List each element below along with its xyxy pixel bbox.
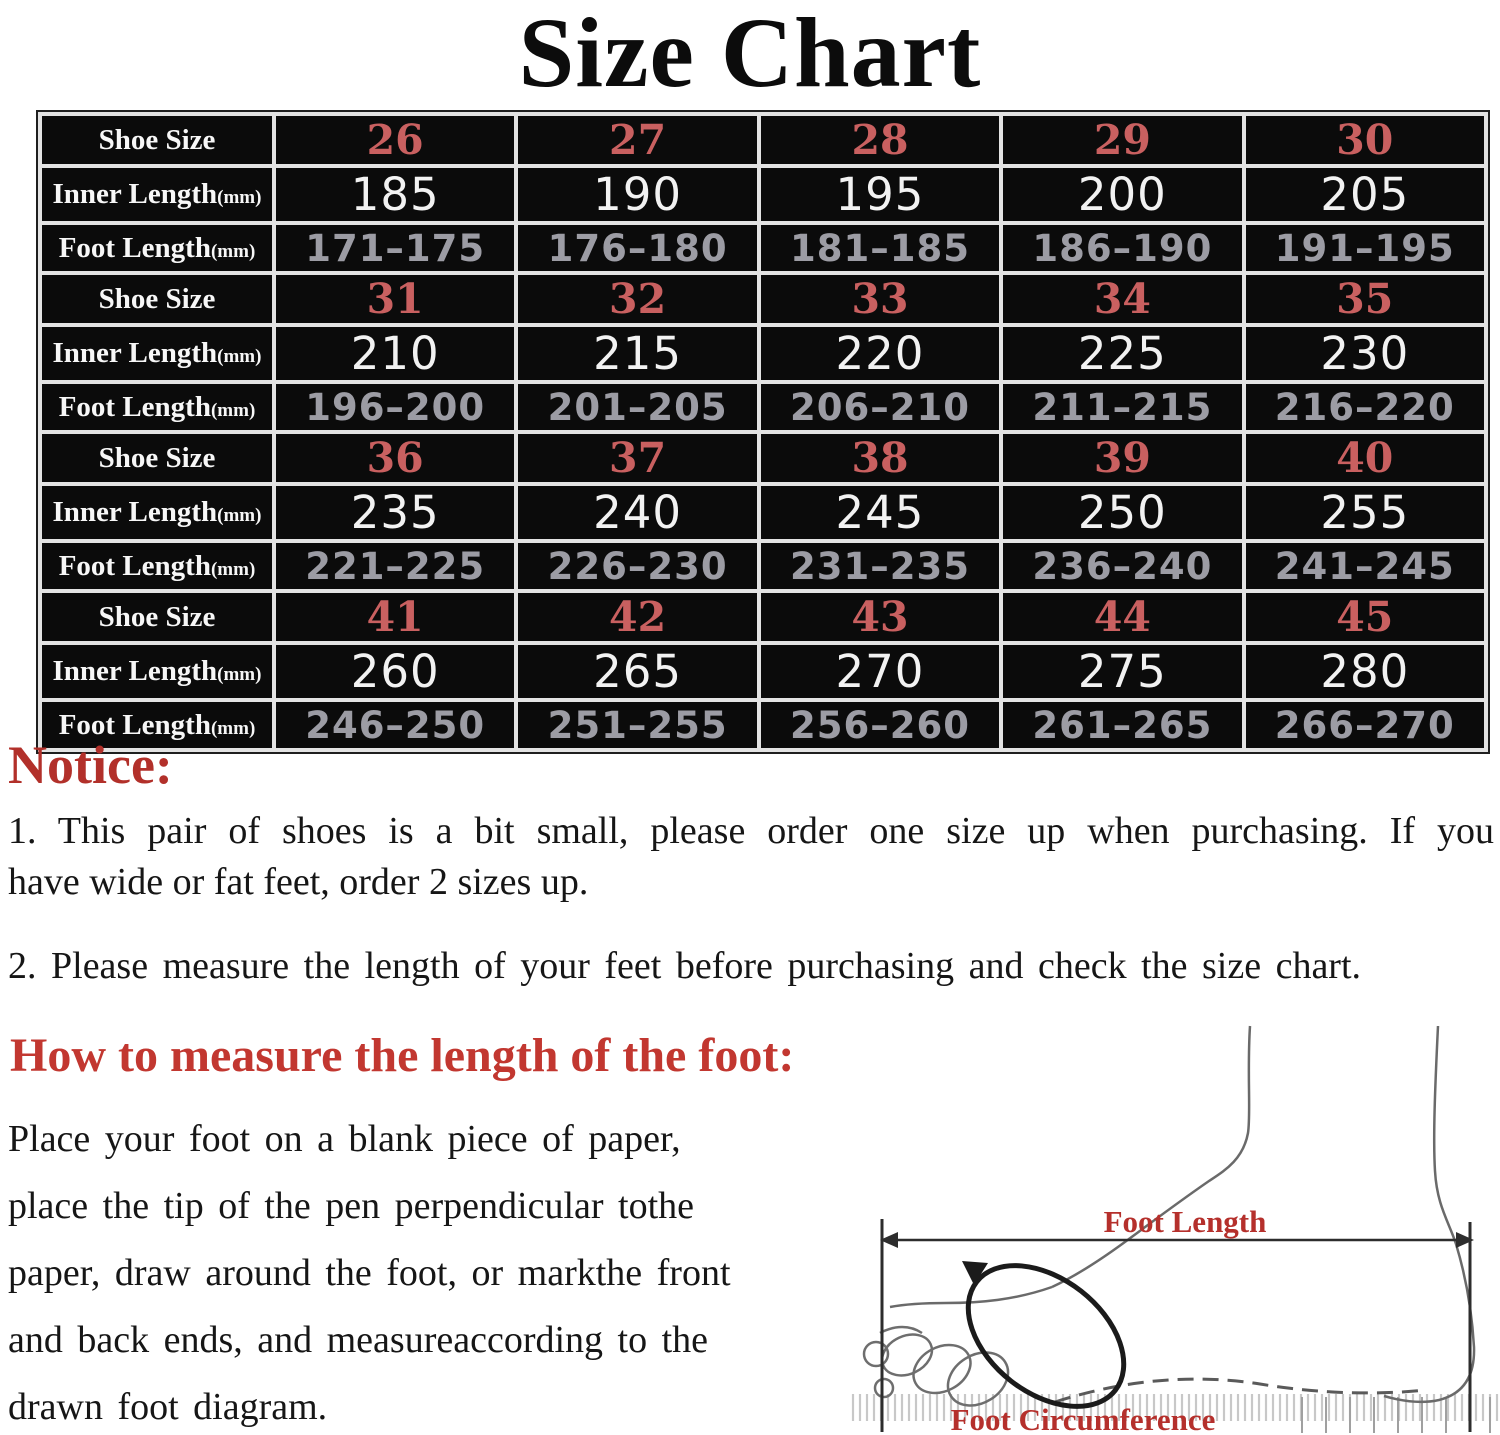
inner-row [42, 327, 1484, 380]
shoe-value-cell: 32 [518, 275, 756, 323]
inner-value-cell: 210 [276, 327, 514, 380]
shoe-value-cell: 39 [1003, 434, 1241, 482]
foot-value-cell: 266–270 [1246, 702, 1484, 748]
shoe-value-cell: 45 [1246, 593, 1484, 641]
inner-value-cell: 240 [518, 486, 756, 539]
inner-value-cell: 265 [518, 645, 756, 698]
inner-value-cell: 270 [761, 645, 999, 698]
foot-diagram-svg [850, 1003, 1500, 1435]
text-line: place the tip of the pen perpendicular tothe [8, 1185, 695, 1227]
shoe-row [42, 275, 1484, 323]
inner-value-cell: 215 [518, 327, 756, 380]
inner-value-cell: 235 [276, 486, 514, 539]
shoe-value-cell: 36 [276, 434, 514, 482]
notice-item-2 [8, 941, 1494, 992]
foot-value-cell: 191–195 [1246, 225, 1484, 271]
shoe-value-cell: 44 [1003, 593, 1241, 641]
right-leg-heel-line [1384, 1026, 1474, 1402]
shoe-value-cell: 41 [276, 593, 514, 641]
shoe-value-cell: 43 [761, 593, 999, 641]
unit-label: (mm) [210, 240, 256, 262]
row-label-foot: Foot Length(mm) [42, 225, 272, 271]
shoe-value-cell: 37 [518, 434, 756, 482]
unit-label: (mm) [210, 399, 256, 421]
foot-value-cell: 181–185 [761, 225, 999, 271]
foot-value-cell: 251–255 [518, 702, 756, 748]
unit-label: (mm) [217, 505, 262, 526]
shoe-row [42, 434, 1484, 482]
inner-value-cell: 250 [1003, 486, 1241, 539]
inner-value-cell: 205 [1246, 168, 1484, 221]
row-label-shoe: Shoe Size [42, 275, 272, 323]
row-label-shoe: Shoe Size [42, 116, 272, 164]
foot-value-cell: 226–230 [518, 543, 756, 589]
shoe-value-cell: 42 [518, 593, 756, 641]
inner-value-cell: 245 [761, 486, 999, 539]
notice-heading: Notice: [8, 735, 173, 795]
row-label-inner: Inner Length(mm) [42, 486, 272, 539]
foot-row [42, 702, 1484, 748]
text-line: 2. Please measure the length of your feet before purchasing and check the size chart. [8, 945, 1362, 987]
foot-value-cell: 216–220 [1246, 384, 1484, 430]
shoe-row [42, 116, 1484, 164]
foot-row [42, 543, 1484, 589]
shoe-value-cell: 38 [761, 434, 999, 482]
row-label-foot: Foot Length(mm) [42, 384, 272, 430]
shoe-value-cell: 31 [276, 275, 514, 323]
left-leg-instep-line [1052, 1026, 1250, 1287]
inner-row [42, 486, 1484, 539]
measure-heading: How to measure the length of the foot: [10, 1029, 795, 1082]
foot-value-cell: 201–205 [518, 384, 756, 430]
foot-measurement-diagram [850, 1003, 1500, 1435]
text-line: Place your foot on a blank piece of paper, [8, 1118, 681, 1160]
text-line: 1. This pair of shoes is a bit small, please order one size up when purchasing. If you [8, 810, 1494, 852]
foot-value-cell: 171–175 [276, 225, 514, 271]
inner-value-cell: 260 [276, 645, 514, 698]
foot-value-cell: 221–225 [276, 543, 514, 589]
foot-value-cell: 211–215 [1003, 384, 1241, 430]
unit-label: (mm) [210, 717, 256, 739]
row-label-shoe: Shoe Size [42, 434, 272, 482]
shoe-value-cell: 30 [1246, 116, 1484, 164]
inner-value-cell: 185 [276, 168, 514, 221]
foot-length-label: Foot Length [1103, 1204, 1267, 1239]
foot-value-cell: 196–200 [276, 384, 514, 430]
text-line: drawn foot diagram. [8, 1386, 328, 1428]
foot-value-cell: 256–260 [761, 702, 999, 748]
foot-row [42, 384, 1484, 430]
inner-value-cell: 225 [1003, 327, 1241, 380]
text-line: and back ends, and measureaccording to the [8, 1319, 709, 1361]
foot-circumference-label: Foot Circumference [950, 1402, 1216, 1435]
shoe-value-cell: 26 [276, 116, 514, 164]
foot-value-cell: 246–250 [276, 702, 514, 748]
shoe-value-cell: 34 [1003, 275, 1241, 323]
notice-item-1 [8, 806, 1494, 908]
text-line: paper, draw around the foot, or markthe front [8, 1252, 731, 1294]
shoe-value-cell: 35 [1246, 275, 1484, 323]
inner-value-cell: 280 [1246, 645, 1484, 698]
shoe-value-cell: 40 [1246, 434, 1484, 482]
row-label-inner: Inner Length(mm) [42, 168, 272, 221]
inner-row [42, 168, 1484, 221]
foot-value-cell: 236–240 [1003, 543, 1241, 589]
page-title: Size Chart [518, 0, 982, 108]
unit-label: (mm) [217, 664, 262, 685]
foot-value-cell: 261–265 [1003, 702, 1241, 748]
unit-label: (mm) [217, 187, 262, 208]
inner-value-cell: 190 [518, 168, 756, 221]
unit-label: (mm) [210, 558, 256, 580]
inner-value-cell: 220 [761, 327, 999, 380]
row-label-shoe: Shoe Size [42, 593, 272, 641]
row-label-inner: Inner Length(mm) [42, 645, 272, 698]
row-label-foot: Foot Length(mm) [42, 543, 272, 589]
inner-value-cell: 200 [1003, 168, 1241, 221]
text-line: have wide or fat feet, order 2 sizes up. [8, 861, 589, 903]
foot-row [42, 225, 1484, 271]
row-label-foot: Foot Length(mm) [42, 702, 272, 748]
foot-value-cell: 206–210 [761, 384, 999, 430]
foot-value-cell: 186–190 [1003, 225, 1241, 271]
shoe-value-cell: 33 [761, 275, 999, 323]
shoe-row [42, 593, 1484, 641]
shoe-value-cell: 28 [761, 116, 999, 164]
foot-value-cell: 241–245 [1246, 543, 1484, 589]
inner-row [42, 645, 1484, 698]
row-label-inner: Inner Length(mm) [42, 327, 272, 380]
shoe-value-cell: 27 [518, 116, 756, 164]
foot-value-cell: 176–180 [518, 225, 756, 271]
measure-instructions [8, 1106, 848, 1435]
inner-value-cell: 230 [1246, 327, 1484, 380]
inner-value-cell: 255 [1246, 486, 1484, 539]
size-chart-table [36, 110, 1490, 754]
inner-value-cell: 275 [1003, 645, 1241, 698]
unit-label: (mm) [217, 346, 262, 367]
inner-value-cell: 195 [761, 168, 999, 221]
shoe-value-cell: 29 [1003, 116, 1241, 164]
foot-value-cell: 231–235 [761, 543, 999, 589]
